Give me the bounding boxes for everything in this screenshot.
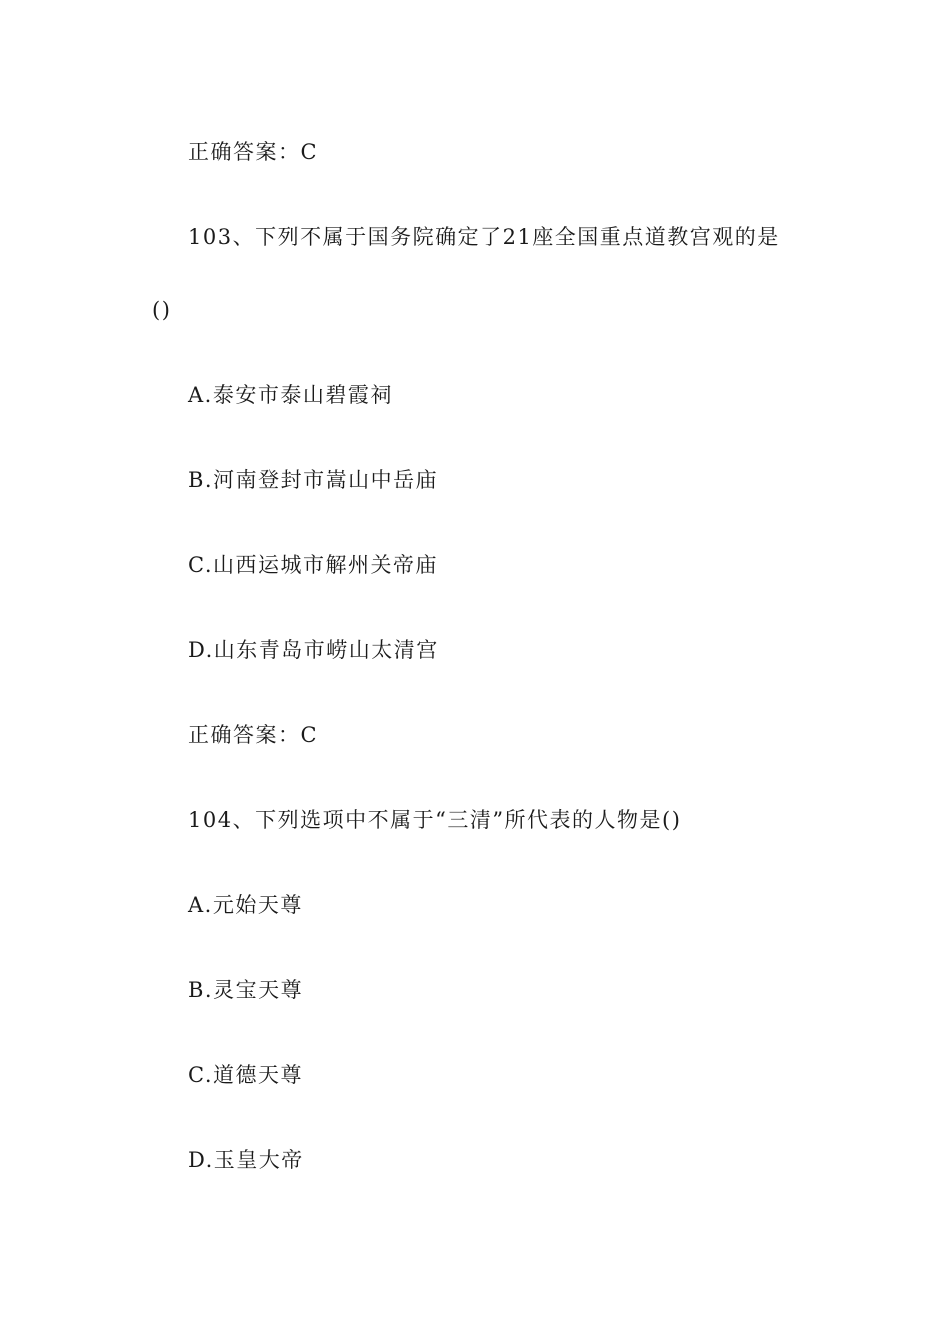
q103-option-b: B.河南登封市嵩山中岳庙 — [188, 468, 439, 492]
q104-option-d: D.玉皇大帝 — [188, 1148, 304, 1172]
q103-option-c: C.山西运城市解州关帝庙 — [188, 553, 438, 577]
q104-stem: 104、下列选项中不属于“三清”所代表的人物是() — [188, 808, 682, 832]
q104-option-a: A.元始天尊 — [188, 893, 303, 917]
q104-option-b: B.灵宝天尊 — [188, 978, 304, 1002]
q103-option-a: A.泰安市泰山碧霞祠 — [188, 383, 393, 407]
q103-option-d: D.山东青岛市崂山太清宫 — [188, 638, 439, 662]
answer-prev: 正确答案：C — [188, 140, 319, 164]
q103-answer: 正确答案：C — [188, 723, 319, 747]
q103-stem-line2: () — [152, 298, 172, 322]
q104-option-c: C.道德天尊 — [188, 1063, 303, 1087]
q103-stem-line1: 103、下列不属于国务院确定了21座全国重点道教宫观的是 — [188, 225, 780, 249]
